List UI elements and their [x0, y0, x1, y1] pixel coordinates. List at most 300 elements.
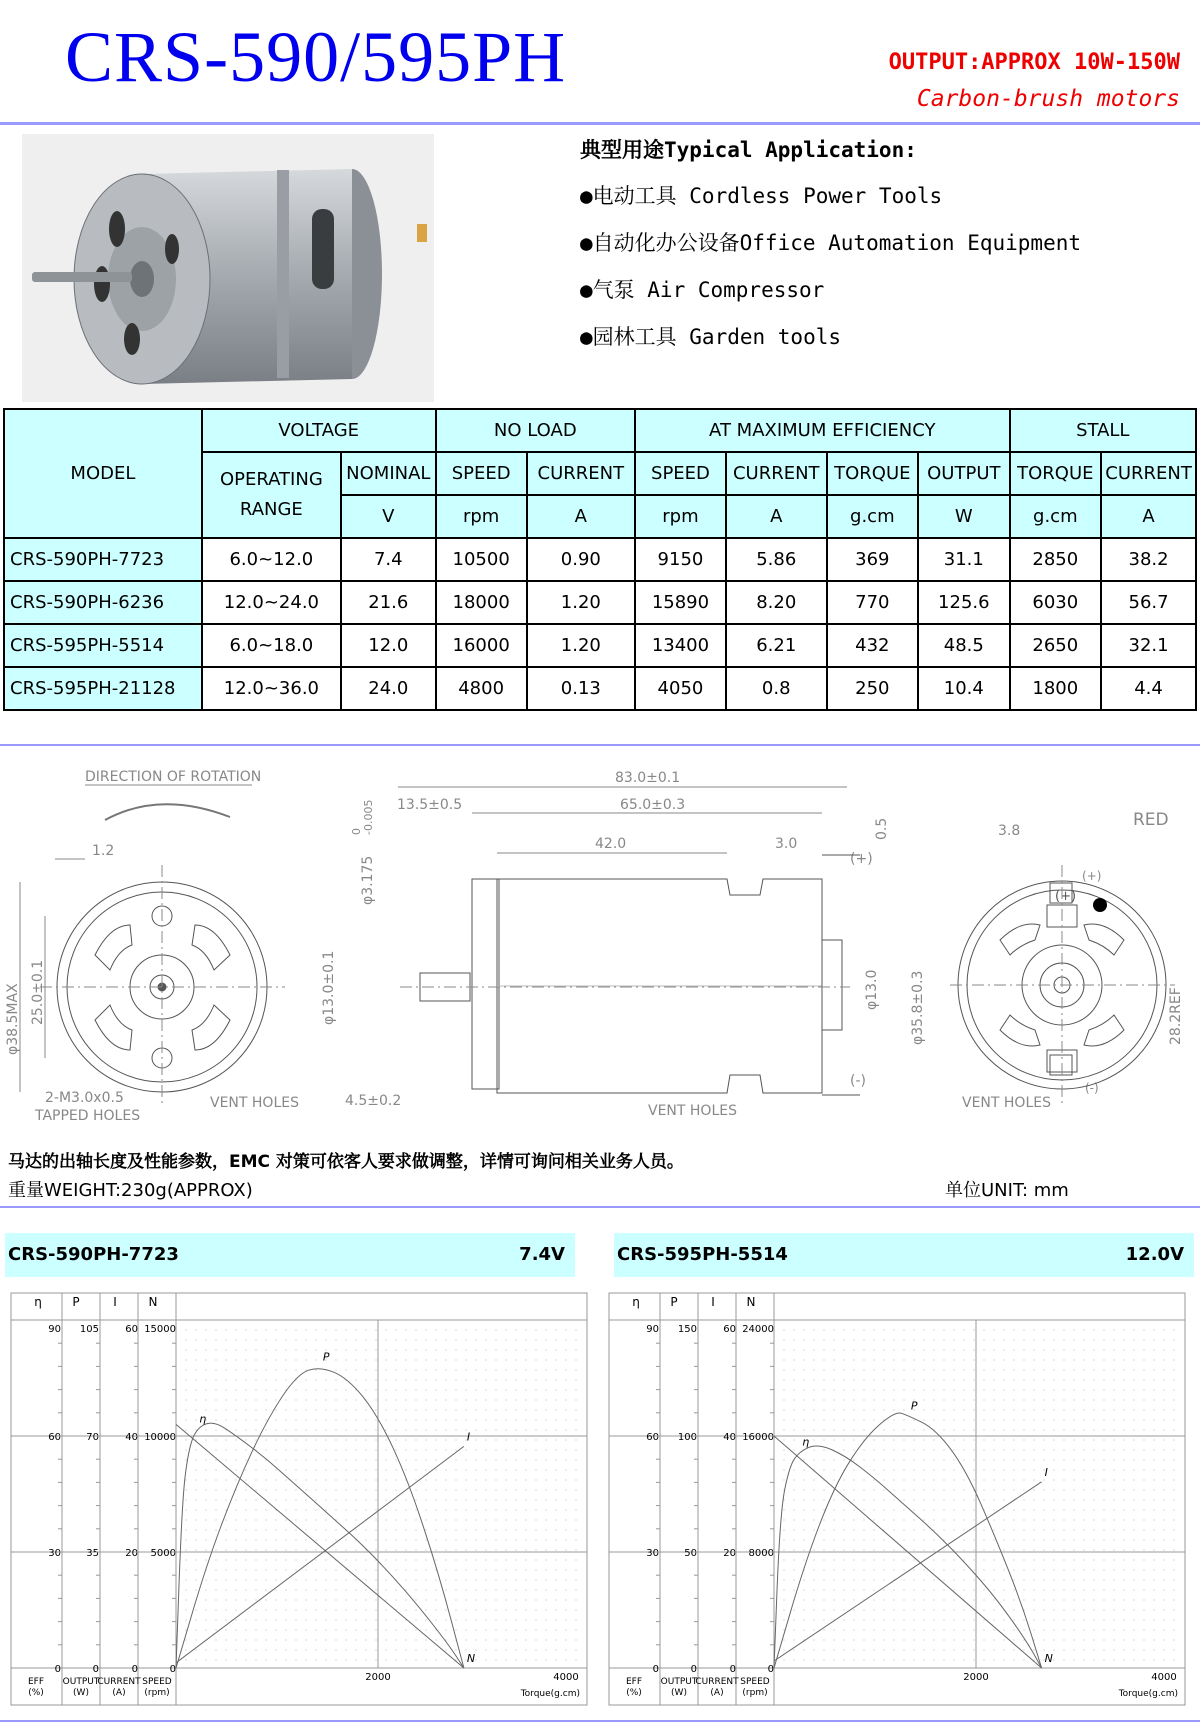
grid-dot [793, 1339, 794, 1340]
grid-dot [525, 1649, 526, 1650]
grid-dot [913, 1459, 914, 1460]
grid-dot [1093, 1339, 1094, 1340]
grid-dot [345, 1359, 346, 1360]
grid-dot [555, 1509, 556, 1510]
grid-dot [575, 1409, 576, 1410]
grid-dot [305, 1339, 306, 1340]
grid-dot [1023, 1509, 1024, 1510]
grid-dot [275, 1519, 276, 1520]
grid-dot [305, 1499, 306, 1500]
grid-dot [1113, 1399, 1114, 1400]
grid-dot [375, 1649, 376, 1650]
grid-dot [983, 1419, 984, 1420]
grid-dot [575, 1449, 576, 1450]
grid-dot [575, 1569, 576, 1570]
grid-dot [415, 1399, 416, 1400]
grid-dot [395, 1539, 396, 1540]
grid-dot [1093, 1479, 1094, 1480]
grid-dot [1103, 1469, 1104, 1470]
grid-dot [883, 1649, 884, 1650]
grid-dot [793, 1529, 794, 1530]
table-cell: 432 [827, 624, 919, 667]
grid-dot [883, 1619, 884, 1620]
grid-dot [525, 1499, 526, 1500]
grid-dot [515, 1529, 516, 1530]
grid-dot [305, 1659, 306, 1660]
grid-dot [335, 1509, 336, 1510]
grid-dot [853, 1349, 854, 1350]
grid-dot [1143, 1399, 1144, 1400]
grid-dot [195, 1529, 196, 1530]
grid-dot [565, 1449, 566, 1450]
grid-dot [903, 1429, 904, 1430]
grid-dot [1023, 1589, 1024, 1590]
grid-dot [1033, 1379, 1034, 1380]
grid-dot [913, 1569, 914, 1570]
grid-dot [1083, 1549, 1084, 1550]
grid-dot [195, 1329, 196, 1330]
grid-dot [435, 1389, 436, 1390]
model-cell: CRS-590PH-6236 [4, 581, 202, 624]
grid-dot [863, 1509, 864, 1510]
grid-dot [455, 1389, 456, 1390]
grid-dot [963, 1379, 964, 1380]
grid-dot [933, 1469, 934, 1470]
grid-dot [1063, 1429, 1064, 1430]
grid-dot [833, 1389, 834, 1390]
grid-dot [913, 1609, 914, 1610]
grid-dot [515, 1389, 516, 1390]
grid-dot [1073, 1509, 1074, 1510]
grid-dot [873, 1559, 874, 1560]
grid-dot [425, 1659, 426, 1660]
grid-dot [435, 1429, 436, 1430]
grid-dot [1073, 1339, 1074, 1340]
grid-dot [285, 1519, 286, 1520]
model-cell: CRS-595PH-5514 [4, 624, 202, 667]
grid-dot [425, 1339, 426, 1340]
grid-dot [1013, 1649, 1014, 1650]
grid-dot [535, 1639, 536, 1640]
grid-dot [295, 1649, 296, 1650]
grid-dot [1153, 1449, 1154, 1450]
grid-dot [485, 1379, 486, 1380]
grid-dot [983, 1329, 984, 1330]
grid-dot [873, 1449, 874, 1450]
grid-dot [325, 1559, 326, 1560]
tapped-holes-label: 2-M3.0x0.5 [45, 1090, 124, 1106]
grid-dot [495, 1519, 496, 1520]
grid-dot [953, 1599, 954, 1600]
grid-dot [1113, 1409, 1114, 1410]
grid-dot [933, 1349, 934, 1350]
grid-dot [1043, 1429, 1044, 1430]
grid-dot [295, 1569, 296, 1570]
grid-dot [1123, 1369, 1124, 1370]
grid-dot [365, 1409, 366, 1410]
grid-dot [505, 1409, 506, 1410]
grid-dot [983, 1479, 984, 1480]
grid-dot [1113, 1379, 1114, 1380]
grid-dot [913, 1369, 914, 1370]
grid-dot [415, 1449, 416, 1450]
grid-dot [195, 1339, 196, 1340]
grid-dot [325, 1479, 326, 1480]
grid-dot [435, 1619, 436, 1620]
axis-tick-label: 0 [652, 1664, 659, 1675]
unit-cell: g.cm [827, 495, 919, 538]
grid-dot [1023, 1479, 1024, 1480]
grid-dot [545, 1579, 546, 1580]
grid-dot [1133, 1379, 1134, 1380]
grid-dot [883, 1349, 884, 1350]
grid-dot [1073, 1369, 1074, 1370]
grid-dot [395, 1599, 396, 1600]
customization-note: 马达的出轴长度及性能参数，EMC 对策可依客人要求做调整，详情可询问相关业务人员。 [8, 1152, 684, 1172]
grid-dot [565, 1609, 566, 1610]
grid-dot [1113, 1599, 1114, 1600]
grid-dot [793, 1609, 794, 1610]
grid-dot [395, 1559, 396, 1560]
table-cell: 0.90 [527, 538, 635, 581]
grid-dot [1103, 1529, 1104, 1530]
grid-dot [1083, 1509, 1084, 1510]
grid-dot [335, 1599, 336, 1600]
grid-dot [793, 1649, 794, 1650]
table-cell: 12.0~36.0 [202, 667, 341, 710]
grid-dot [923, 1359, 924, 1360]
grid-dot [235, 1519, 236, 1520]
grid-dot [215, 1529, 216, 1530]
grid-dot [783, 1419, 784, 1420]
grid-dot [545, 1479, 546, 1480]
grid-dot [983, 1529, 984, 1530]
table-cell: 31.1 [918, 538, 1009, 581]
grid-dot [783, 1619, 784, 1620]
grid-dot [883, 1569, 884, 1570]
grid-dot [923, 1529, 924, 1530]
grid-dot [225, 1339, 226, 1340]
grid-dot [833, 1349, 834, 1350]
grid-dot [475, 1459, 476, 1460]
grid-dot [185, 1539, 186, 1540]
grid-dot [375, 1609, 376, 1610]
grid-dot [535, 1509, 536, 1510]
grid-dot [345, 1419, 346, 1420]
grid-dot [345, 1409, 346, 1410]
grid-dot [903, 1399, 904, 1400]
grid-dot [1113, 1569, 1114, 1570]
grid-dot [215, 1469, 216, 1470]
grid-dot [913, 1419, 914, 1420]
grid-dot [245, 1569, 246, 1570]
chart-voltage: 12.0V [1125, 1244, 1184, 1265]
grid-dot [1173, 1419, 1174, 1420]
grid-dot [983, 1369, 984, 1370]
grid-dot [793, 1509, 794, 1510]
grid-dot [205, 1479, 206, 1480]
grid-dot [1163, 1549, 1164, 1550]
grid-dot [1073, 1569, 1074, 1570]
grid-dot [505, 1569, 506, 1570]
grid-dot [345, 1569, 346, 1570]
dim-3-8: 3.8 [998, 823, 1021, 839]
grid-dot [1093, 1509, 1094, 1510]
grid-dot [315, 1519, 316, 1520]
grid-dot [823, 1489, 824, 1490]
grid-dot [565, 1379, 566, 1380]
grid-dot [893, 1339, 894, 1340]
grid-dot [415, 1519, 416, 1520]
grid-dot [385, 1539, 386, 1540]
grid-dot [1073, 1409, 1074, 1410]
grid-dot [245, 1379, 246, 1380]
axis-tick-label: 100 [677, 1432, 697, 1443]
axis-name: η [632, 1295, 640, 1309]
grid-dot [495, 1429, 496, 1430]
grid-dot [903, 1489, 904, 1490]
grid-dot [1013, 1409, 1014, 1410]
grid-dot [863, 1519, 864, 1520]
table-cell: 1.20 [527, 624, 635, 667]
grid-dot [913, 1589, 914, 1590]
grid-dot [1103, 1409, 1104, 1410]
grid-dot [1113, 1589, 1114, 1590]
grid-dot [803, 1389, 804, 1390]
grid-dot [265, 1539, 266, 1540]
grid-dot [335, 1529, 336, 1530]
grid-dot [525, 1619, 526, 1620]
grid-dot [335, 1649, 336, 1650]
grid-dot [1073, 1459, 1074, 1460]
grid-dot [903, 1409, 904, 1410]
grid-dot [445, 1559, 446, 1560]
grid-dot [943, 1459, 944, 1460]
grid-dot [285, 1569, 286, 1570]
grid-dot [535, 1649, 536, 1650]
axis-name: N [148, 1295, 158, 1309]
grid-dot [1093, 1549, 1094, 1550]
grid-dot [1163, 1369, 1164, 1370]
terminal-plus: (+) [850, 851, 873, 867]
grid-dot [793, 1369, 794, 1370]
grid-dot [535, 1349, 536, 1350]
grid-dot [455, 1459, 456, 1460]
grid-dot [285, 1369, 286, 1370]
grid-dot [893, 1329, 894, 1330]
axis-tick-label: 40 [125, 1432, 138, 1443]
grid-dot [565, 1389, 566, 1390]
grid-dot [813, 1509, 814, 1510]
grid-dot [1063, 1469, 1064, 1470]
grid-dot [1033, 1459, 1034, 1460]
axis-tick-label: 60 [48, 1432, 61, 1443]
grid-dot [1073, 1489, 1074, 1490]
grid-dot [1113, 1609, 1114, 1610]
grid-dot [863, 1399, 864, 1400]
grid-dot [505, 1649, 506, 1650]
grid-dot [355, 1619, 356, 1620]
grid-dot [195, 1399, 196, 1400]
grid-dot [555, 1329, 556, 1330]
grid-dot [803, 1399, 804, 1400]
grid-dot [853, 1389, 854, 1390]
grid-dot [1163, 1479, 1164, 1480]
grid-dot [973, 1479, 974, 1480]
grid-dot [963, 1409, 964, 1410]
grid-dot [823, 1549, 824, 1550]
grid-dot [1053, 1339, 1054, 1340]
grid-dot [465, 1579, 466, 1580]
axis-unit-label: (%) [28, 1688, 44, 1698]
grid-dot [1043, 1589, 1044, 1590]
grid-dot [993, 1479, 994, 1480]
grid-dot [1173, 1499, 1174, 1500]
grid-dot [345, 1389, 346, 1390]
grid-dot [863, 1579, 864, 1580]
grid-dot [355, 1359, 356, 1360]
grid-dot [983, 1469, 984, 1470]
grid-dot [983, 1599, 984, 1600]
grid-dot [1013, 1399, 1014, 1400]
grid-dot [445, 1549, 446, 1550]
grid-dot [1153, 1379, 1154, 1380]
grid-dot [843, 1349, 844, 1350]
grid-dot [1063, 1619, 1064, 1620]
grid-dot [1143, 1619, 1144, 1620]
grid-dot [475, 1609, 476, 1610]
red-dot-marker [1093, 898, 1107, 912]
grid-dot [185, 1569, 186, 1570]
grid-dot [1173, 1459, 1174, 1460]
x-tick-label: 4000 [1151, 1672, 1177, 1683]
grid-dot [505, 1529, 506, 1530]
grid-dot [235, 1639, 236, 1640]
grid-dot [993, 1599, 994, 1600]
axis-tick-label: 30 [646, 1548, 659, 1559]
grid-dot [325, 1409, 326, 1410]
grid-dot [1093, 1329, 1094, 1330]
grid-dot [565, 1579, 566, 1580]
grid-dot [1003, 1579, 1004, 1580]
grid-dot [943, 1349, 944, 1350]
grid-dot [943, 1649, 944, 1650]
grid-dot [435, 1649, 436, 1650]
grid-dot [235, 1339, 236, 1340]
grid-dot [793, 1389, 794, 1390]
grid-dot [535, 1469, 536, 1470]
grid-dot [883, 1379, 884, 1380]
grid-dot [1173, 1449, 1174, 1450]
grid-dot [1143, 1579, 1144, 1580]
grid-dot [833, 1659, 834, 1660]
grid-dot [913, 1599, 914, 1600]
grid-dot [275, 1539, 276, 1540]
grid-dot [973, 1499, 974, 1500]
grid-dot [525, 1599, 526, 1600]
grid-dot [1153, 1589, 1154, 1590]
grid-dot [215, 1659, 216, 1660]
grid-dot [1153, 1329, 1154, 1330]
spec-table [3, 408, 1197, 711]
grid-dot [325, 1499, 326, 1500]
grid-dot [245, 1349, 246, 1350]
grid-dot [883, 1639, 884, 1640]
grid-dot [1133, 1569, 1134, 1570]
grid-dot [1133, 1639, 1134, 1640]
grid-dot [963, 1389, 964, 1390]
grid-dot [1103, 1519, 1104, 1520]
grid-dot [455, 1449, 456, 1450]
grid-dot [305, 1429, 306, 1430]
grid-dot [335, 1339, 336, 1340]
grid-dot [485, 1389, 486, 1390]
grid-dot [953, 1569, 954, 1570]
grid-dot [405, 1389, 406, 1390]
grid-dot [305, 1379, 306, 1380]
grid-dot [515, 1329, 516, 1330]
grid-dot [1023, 1449, 1024, 1450]
grid-dot [225, 1629, 226, 1630]
grid-dot [1033, 1359, 1034, 1360]
grid-dot [295, 1559, 296, 1560]
grid-dot [385, 1599, 386, 1600]
grid-dot [415, 1489, 416, 1490]
grid-dot [1013, 1339, 1014, 1340]
grid-dot [1053, 1389, 1054, 1390]
grid-dot [983, 1429, 984, 1430]
grid-dot [515, 1479, 516, 1480]
grid-dot [195, 1479, 196, 1480]
grid-dot [475, 1449, 476, 1450]
grid-dot [1023, 1349, 1024, 1350]
grid-dot [903, 1569, 904, 1570]
header-current: CURRENT [726, 452, 827, 495]
grid-dot [913, 1439, 914, 1440]
grid-dot [185, 1579, 186, 1580]
grid-dot [913, 1509, 914, 1510]
grid-dot [943, 1399, 944, 1400]
grid-dot [1033, 1429, 1034, 1430]
grid-dot [933, 1609, 934, 1610]
grid-dot [555, 1619, 556, 1620]
grid-dot [405, 1549, 406, 1550]
grid-dot [255, 1479, 256, 1480]
grid-dot [1113, 1479, 1114, 1480]
grid-dot [555, 1439, 556, 1440]
grid-dot [883, 1659, 884, 1660]
output-range: OUTPUT:APPROX 10W-150W [888, 50, 1180, 75]
grid-dot [1063, 1649, 1064, 1650]
grid-dot [555, 1569, 556, 1570]
grid-dot [565, 1369, 566, 1370]
grid-dot [1093, 1389, 1094, 1390]
grid-dot [1133, 1469, 1134, 1470]
grid-dot [1073, 1589, 1074, 1590]
grid-dot [1153, 1389, 1154, 1390]
grid-dot [953, 1649, 954, 1650]
grid-dot [395, 1469, 396, 1470]
grid-dot [475, 1329, 476, 1330]
grid-dot [425, 1429, 426, 1430]
grid-dot [185, 1629, 186, 1630]
grid-dot [903, 1469, 904, 1470]
grid-dot [315, 1649, 316, 1650]
grid-dot [913, 1489, 914, 1490]
grid-dot [823, 1339, 824, 1340]
grid-dot [495, 1579, 496, 1580]
grid-dot [325, 1619, 326, 1620]
